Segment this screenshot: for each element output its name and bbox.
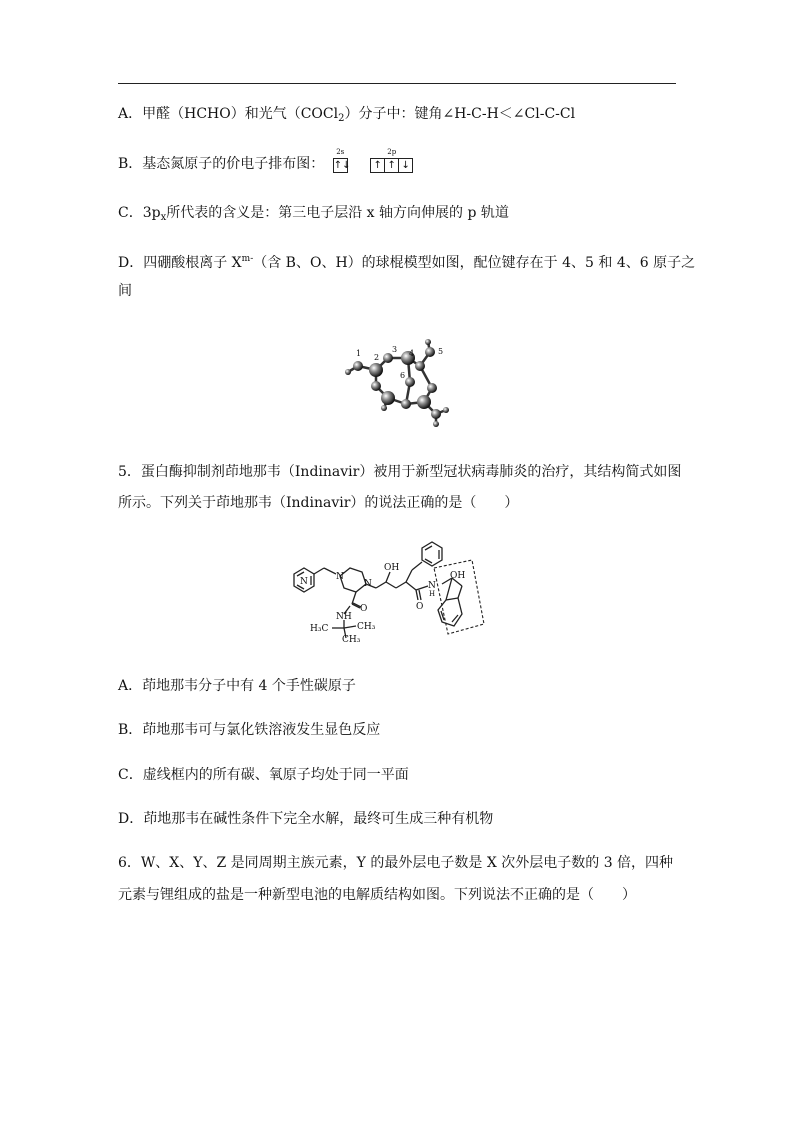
q5-option-b: B．茚地那韦可与氯化铁溶液发生显色反应 bbox=[118, 722, 381, 738]
orbital-2s bbox=[333, 148, 351, 174]
orbital-2p bbox=[370, 148, 413, 174]
q4-option-b-text: B．基态氮原子的价电子排布图： bbox=[118, 156, 325, 172]
q5-option-d: D．茚地那韦在碱性条件下完全水解，最终可生成三种有机物 bbox=[118, 811, 494, 827]
atom-label-n: N bbox=[300, 577, 308, 587]
atom-label-oh: OH bbox=[450, 571, 466, 581]
indinavir-structure bbox=[286, 538, 496, 642]
q4-option-d-text: D．四硼酸根离子 X bbox=[118, 255, 242, 271]
atom-label-nh: NH bbox=[336, 612, 352, 622]
orbital-box: ↑ bbox=[385, 158, 399, 173]
orbital-2p-label: 2p bbox=[387, 148, 397, 156]
atom-label-ch3: CH₃ bbox=[357, 622, 376, 632]
atom-label-n: N bbox=[428, 581, 436, 591]
orbital-box: ↑ bbox=[370, 158, 385, 173]
atom-label-1: 1 bbox=[356, 349, 362, 358]
q4-option-a-subscript: 2 bbox=[338, 113, 345, 124]
header-rule bbox=[118, 83, 676, 84]
atom-label-6: 6 bbox=[400, 371, 406, 380]
q4-option-c-subscript: x bbox=[160, 212, 167, 223]
atom-label-h: H bbox=[429, 590, 436, 598]
atom-label-4: 4 bbox=[409, 349, 415, 358]
q5-option-c: C．虚线框内的所有碳、氧原子均处于同一平面 bbox=[118, 767, 409, 783]
q5-option-a: A．茚地那韦分子中有 4 个手性碳原子 bbox=[118, 678, 356, 694]
atom-label-o: O bbox=[416, 602, 424, 612]
q4-option-a bbox=[118, 104, 575, 129]
atom-label-n: N bbox=[364, 579, 372, 589]
q4-option-d-superscript: m- bbox=[241, 254, 254, 264]
q4-option-a-text: A．甲醛（HCHO）和光气（COCl bbox=[118, 106, 339, 122]
atom-label-ch3: CH₃ bbox=[342, 635, 361, 642]
atom-label-h3c: H₃C bbox=[310, 624, 329, 634]
atom-label-n: N bbox=[336, 572, 344, 582]
q5-stem-line-1: 5．蛋白酶抑制剂茚地那韦（Indinavir）被用于新型冠状病毒肺炎的治疗，其结构简式如图 bbox=[118, 464, 682, 480]
q4-option-b bbox=[118, 148, 413, 174]
tetraborate-ball-stick-model bbox=[336, 330, 466, 430]
atom-label-oh: OH bbox=[384, 563, 400, 573]
q4-option-c-text-end: 所代表的含义是：第三电子层沿 x 轴方向伸展的 p 轨道 bbox=[166, 205, 509, 221]
orbital-2s-label: 2s bbox=[336, 148, 345, 156]
q4-option-d-text-end: （含 B、O、H）的球棍模型如图，配位键存在于 4、5 和 4、6 原子之 bbox=[253, 255, 696, 271]
atom-label-2: 2 bbox=[374, 353, 380, 362]
q6-stem-line-1: 6．W、X、Y、Z 是同周期主族元素，Y 的最外层电子数是 X 次外层电子数的 3 倍，四种 bbox=[118, 855, 674, 871]
q4-option-d-continuation: 间 bbox=[118, 283, 132, 299]
q4-option-d bbox=[118, 249, 695, 273]
q5-stem-line-2: 所示。下列关于茚地那韦（Indinavir）的说法正确的是（ ） bbox=[118, 495, 519, 511]
q4-option-c-text: C．3p bbox=[118, 205, 161, 221]
q6-stem-line-2: 元素与锂组成的盐是一种新型电池的电解质结构如图。下列说法不正确的是（ ） bbox=[118, 887, 636, 903]
atom-label-5: 5 bbox=[438, 347, 444, 356]
q4-option-a-text-end: ）分子中：键角∠H-C-H＜∠Cl-C-Cl bbox=[344, 106, 576, 122]
atom-label-o: O bbox=[360, 604, 368, 614]
atom-label-3: 3 bbox=[392, 345, 398, 354]
q4-option-c bbox=[118, 203, 509, 228]
orbital-box: ↑↓ bbox=[333, 160, 351, 171]
orbital-box: ↓ bbox=[399, 158, 413, 173]
